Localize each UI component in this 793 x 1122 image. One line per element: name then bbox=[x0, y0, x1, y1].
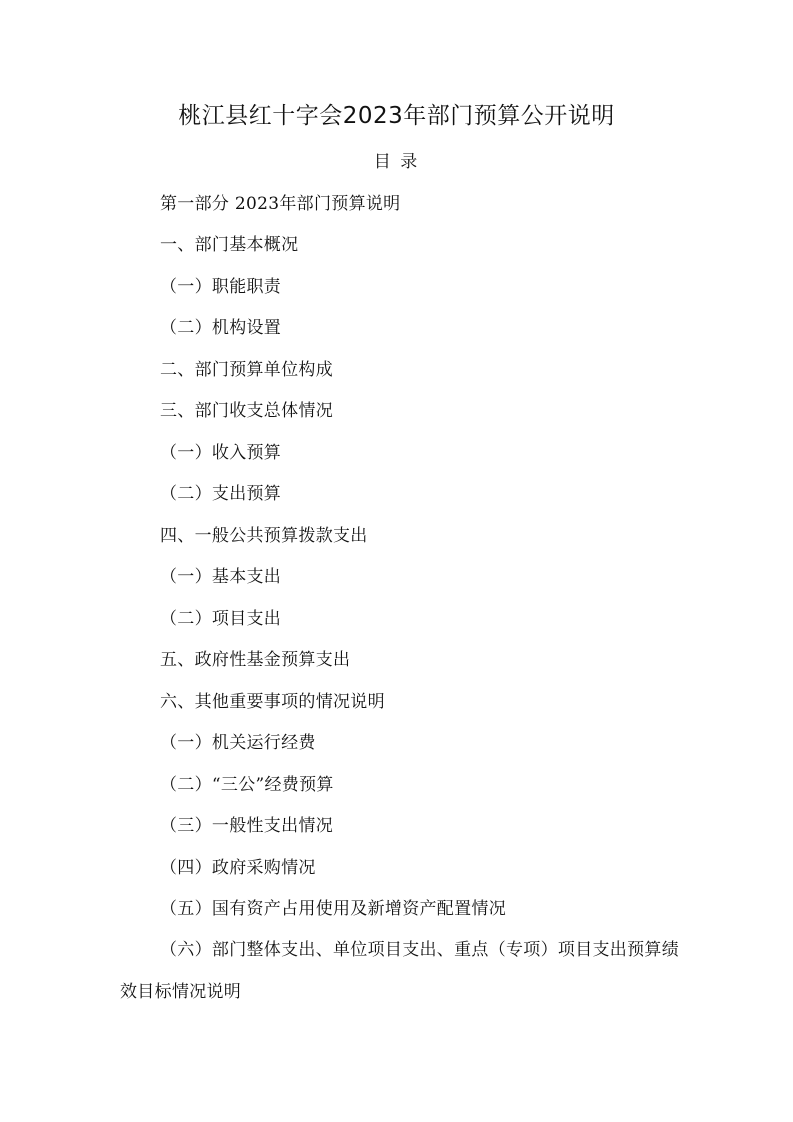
toc-item: 三、部门收支总体情况 bbox=[160, 401, 333, 421]
toc-item: （二）机构设置 bbox=[160, 318, 282, 338]
toc-item: 一、部门基本概况 bbox=[160, 235, 299, 255]
toc-item: （二）支出预算 bbox=[160, 484, 282, 504]
toc-item: 六、其他重要事项的情况说明 bbox=[160, 692, 385, 712]
toc-item: 二、部门预算单位构成 bbox=[160, 360, 333, 380]
toc-item: （四）政府采购情况 bbox=[160, 858, 316, 878]
toc-item: （三）一般性支出情况 bbox=[160, 816, 333, 836]
toc-item: （一）职能职责 bbox=[160, 277, 282, 297]
toc-item: （一）机关运行经费 bbox=[160, 733, 316, 753]
toc-item: （二）项目支出 bbox=[160, 609, 282, 629]
toc-item: 五、政府性基金预算支出 bbox=[160, 650, 351, 670]
document-title: 桃江县红十字会2023年部门预算公开说明 bbox=[178, 103, 615, 129]
toc-item: （一）基本支出 bbox=[160, 567, 282, 587]
toc-item: （二）“三公”经费预算 bbox=[160, 775, 334, 795]
toc-item: 第一部分 2023年部门预算说明 bbox=[160, 194, 401, 214]
toc-item: （一）收入预算 bbox=[160, 443, 282, 463]
toc-item: （六）部门整体支出、单位项目支出、重点（专项）项目支出预算绩效目标情况说明 bbox=[120, 940, 679, 1002]
toc-heading: 目 录 bbox=[373, 152, 420, 172]
toc-item: （五）国有资产占用使用及新增资产配置情况 bbox=[160, 899, 506, 919]
toc-item: 四、一般公共预算拨款支出 bbox=[160, 526, 368, 546]
